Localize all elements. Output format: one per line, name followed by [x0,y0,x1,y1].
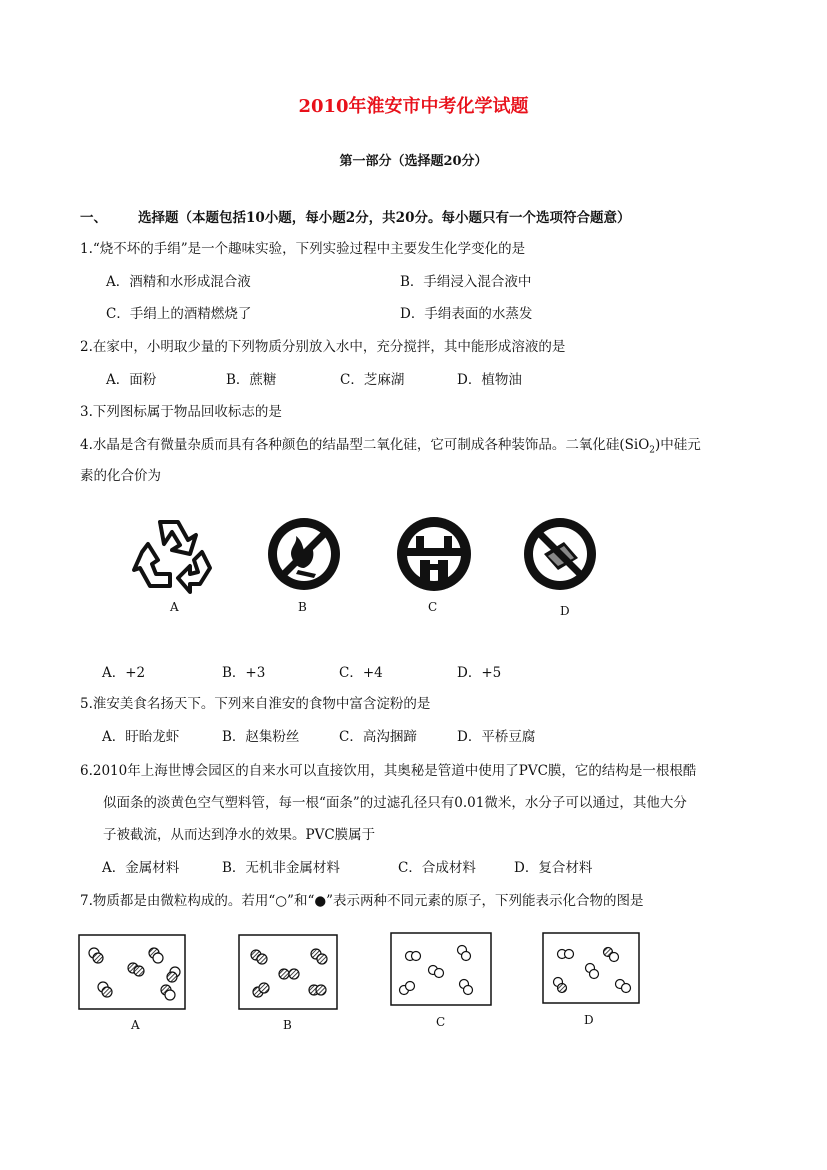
section-heading: 选择题（本题包括10小题，每小题2分，共20分。每小题只有一个选项符合题意） [138,210,631,226]
sign-label-b: B [298,600,307,614]
q5-stem: 5.淮安美食名扬天下。下列来自淮安的食物中富含淀粉的是 [80,696,431,712]
q6-option-c: C．合成材料 [398,860,476,876]
no-smoking-sign-icon [520,514,600,594]
q1-option-c: C．手绢上的酒精燃烧了 [106,306,252,322]
q4-stem-end: )中硅元 [655,437,701,453]
q1-stem: 1.“烧不坏的手绢”是一个趣味实验，下列实验过程中主要发生化学变化的是 [80,241,526,257]
particle-label-b: B [283,1018,292,1032]
section-number: 一、 [80,210,107,226]
q3-stem: 3.下列图标属于物品回收标志的是 [80,404,282,420]
q4-option-b: B．+3 [222,665,266,681]
part-heading: 第一部分（选择题20分） [339,154,488,169]
q4-option-c: C．+4 [339,665,383,681]
page-title: 2010年淮安市中考化学试题 [298,96,529,117]
q4-stem-line1 [80,433,701,456]
q2-option-b: B．蔗糖 [226,372,277,388]
q5-option-c: C．高沟捆蹄 [339,729,417,745]
q4-stem-line2: 素的化合价为 [80,468,161,484]
particle-label-c: C [436,1015,446,1029]
particle-label-d: D [584,1013,594,1027]
q4-subscript: 2 [649,445,656,456]
q2-option-a: A．面粉 [106,372,157,388]
q6-option-d: D．复合材料 [514,860,593,876]
q2-stem: 2.在家中，小明取少量的下列物质分别放入水中，充分搅拌，其中能形成溶液的是 [80,339,566,355]
sign-label-d: D [560,604,570,618]
q1-option-d: D．手绢表面的水蒸发 [400,306,533,322]
q1-option-b: B．手绢浸入混合液中 [400,274,532,290]
q6-line1: 6.2010年上海世博会园区的自来水可以直接饮用，其奥秘是管道中使用了PVC膜，它的结构是一根根酷 [80,763,697,779]
q2-option-d: D．植物油 [457,372,522,388]
particle-box-c [390,932,492,1006]
q6-line3: 子被截流，从而达到净水的效果。PVC膜属于 [103,827,376,843]
q4-option-a: A．+2 [102,665,146,681]
q6-option-a: A．金属材料 [102,860,180,876]
q6-line2: 似面条的淡黄色空气塑料管，每一根“面条”的过滤孔径只有0.01微米，水分子可以通过，其他大分 [103,795,687,811]
q5-option-d: D．平桥豆腐 [457,729,536,745]
recycle-sign-icon [130,508,220,598]
q5-option-a: A．盱眙龙虾 [102,729,180,745]
particle-label-a: A [131,1018,140,1032]
sign-label-a: A [170,600,179,614]
q4-option-d: D．+5 [457,665,502,681]
q1-option-a: A．酒精和水形成混合液 [106,274,251,290]
q2-option-c: C．芝麻湖 [340,372,405,388]
q7-stem: 7.物质都是由微粒构成的。若用“○”和“●”表示两种不同元素的原子，下列能表示化合物的图是 [80,893,644,909]
q5-option-b: B．赵集粉丝 [222,729,300,745]
sign-label-c: C [428,600,438,614]
no-fire-sign-icon [264,514,344,594]
q4-stem-text: 4.水晶是含有微量杂质而具有各种颜色的结晶型二氧化硅，它可制成各种装饰品。二氧化硅(SiO [80,437,650,453]
particle-box-d [542,932,640,1004]
particle-box-b [238,934,338,1010]
particle-box-a [78,934,186,1010]
energy-sign-icon [394,514,474,594]
q6-option-b: B．无机非金属材料 [222,860,340,876]
